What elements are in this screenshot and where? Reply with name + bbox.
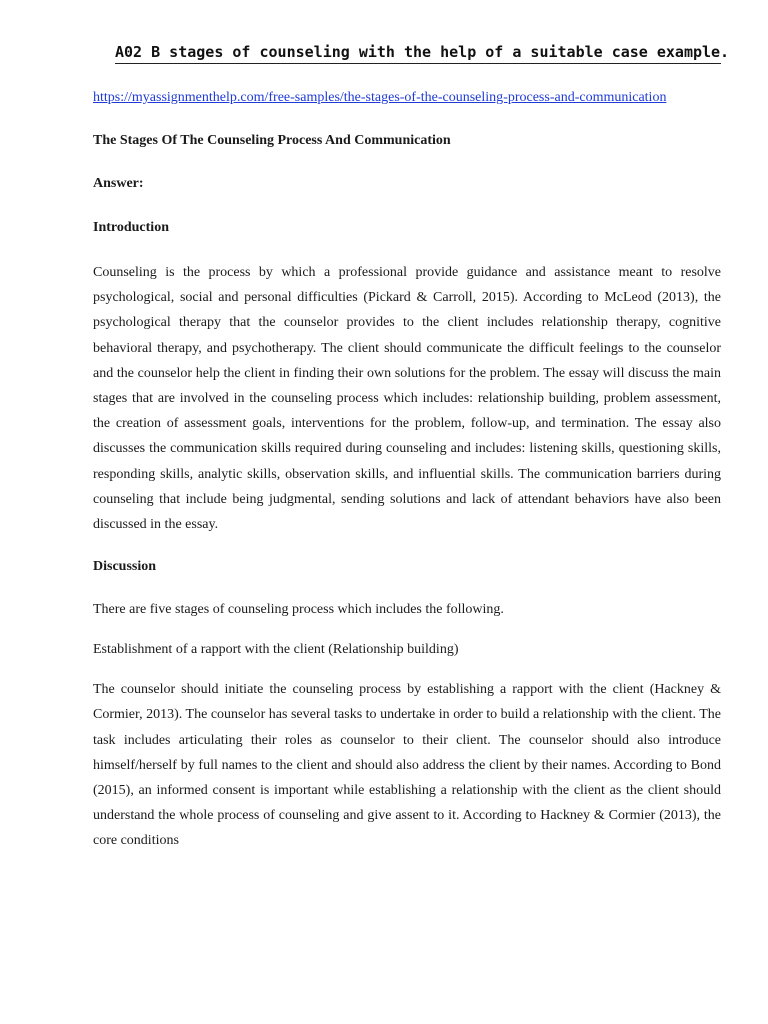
title-underline bbox=[115, 63, 721, 64]
discussion-heading: Discussion bbox=[93, 559, 157, 575]
document-body bbox=[93, 86, 721, 854]
answer-label: Answer: bbox=[93, 176, 144, 191]
discussion-paragraph: There are five stages of counseling process which includes the following. bbox=[93, 602, 504, 618]
source-link[interactable]: https://myassignmenthelp.com/free-samples/the-stages-of-the-counseling-process-and-communication bbox=[93, 90, 667, 105]
introduction-paragraph: Counseling is the process by which a professional provide guidance and assistance meant to resolve psychological, social and personal difficulties (Pickard & Carroll, 2015). According to McLeod (2013), the psychological therapy that the counselor provides to the client includes relationship therapy, cognitive behavioral therapy, and psychotherapy. The client should communicate the difficult feelings to the counselor and the counselor help the client in finding their own solutions for the problem. The essay will discuss the main stages that are involved in the counseling process which includes: relationship building, problem assessment, the creation of assessment goals, interventions for the problem, follow-up, and termination. The essay also discusses the communication skills required during counseling and includes: listening skills, questioning skills, responding skills, analytic skills, observation skills, and influential skills. The communication barriers during counseling that include being judgmental, sending solutions and lack of attendant behaviors have also been discussed in the essay. bbox=[93, 265, 721, 533]
section-title: The Stages Of The Counseling Process And Communication bbox=[93, 133, 451, 148]
document-title: A02 B stages of counseling with the help of a suitable case example. bbox=[115, 43, 730, 61]
introduction-heading: Introduction bbox=[93, 220, 169, 235]
stage-paragraph: The counselor should initiate the counseling process by establishing a rapport with the client (Hackney & Cormier, 2013). The counselor has several tasks to undertake in order to build a relationship with the client. The task includes articulating their roles as counselor to their client. The counselor should also introduce himself/herself by full names to the client and should also address the client by their names. According to Bond (2015), an informed consent is important while establishing a relationship with the client as the client should understand the whole process of counseling and give assent to it. According to Hackney & Cormier (2013), the core conditions bbox=[93, 682, 721, 849]
stage-title: Establishment of a rapport with the client (Relationship building) bbox=[93, 642, 459, 658]
